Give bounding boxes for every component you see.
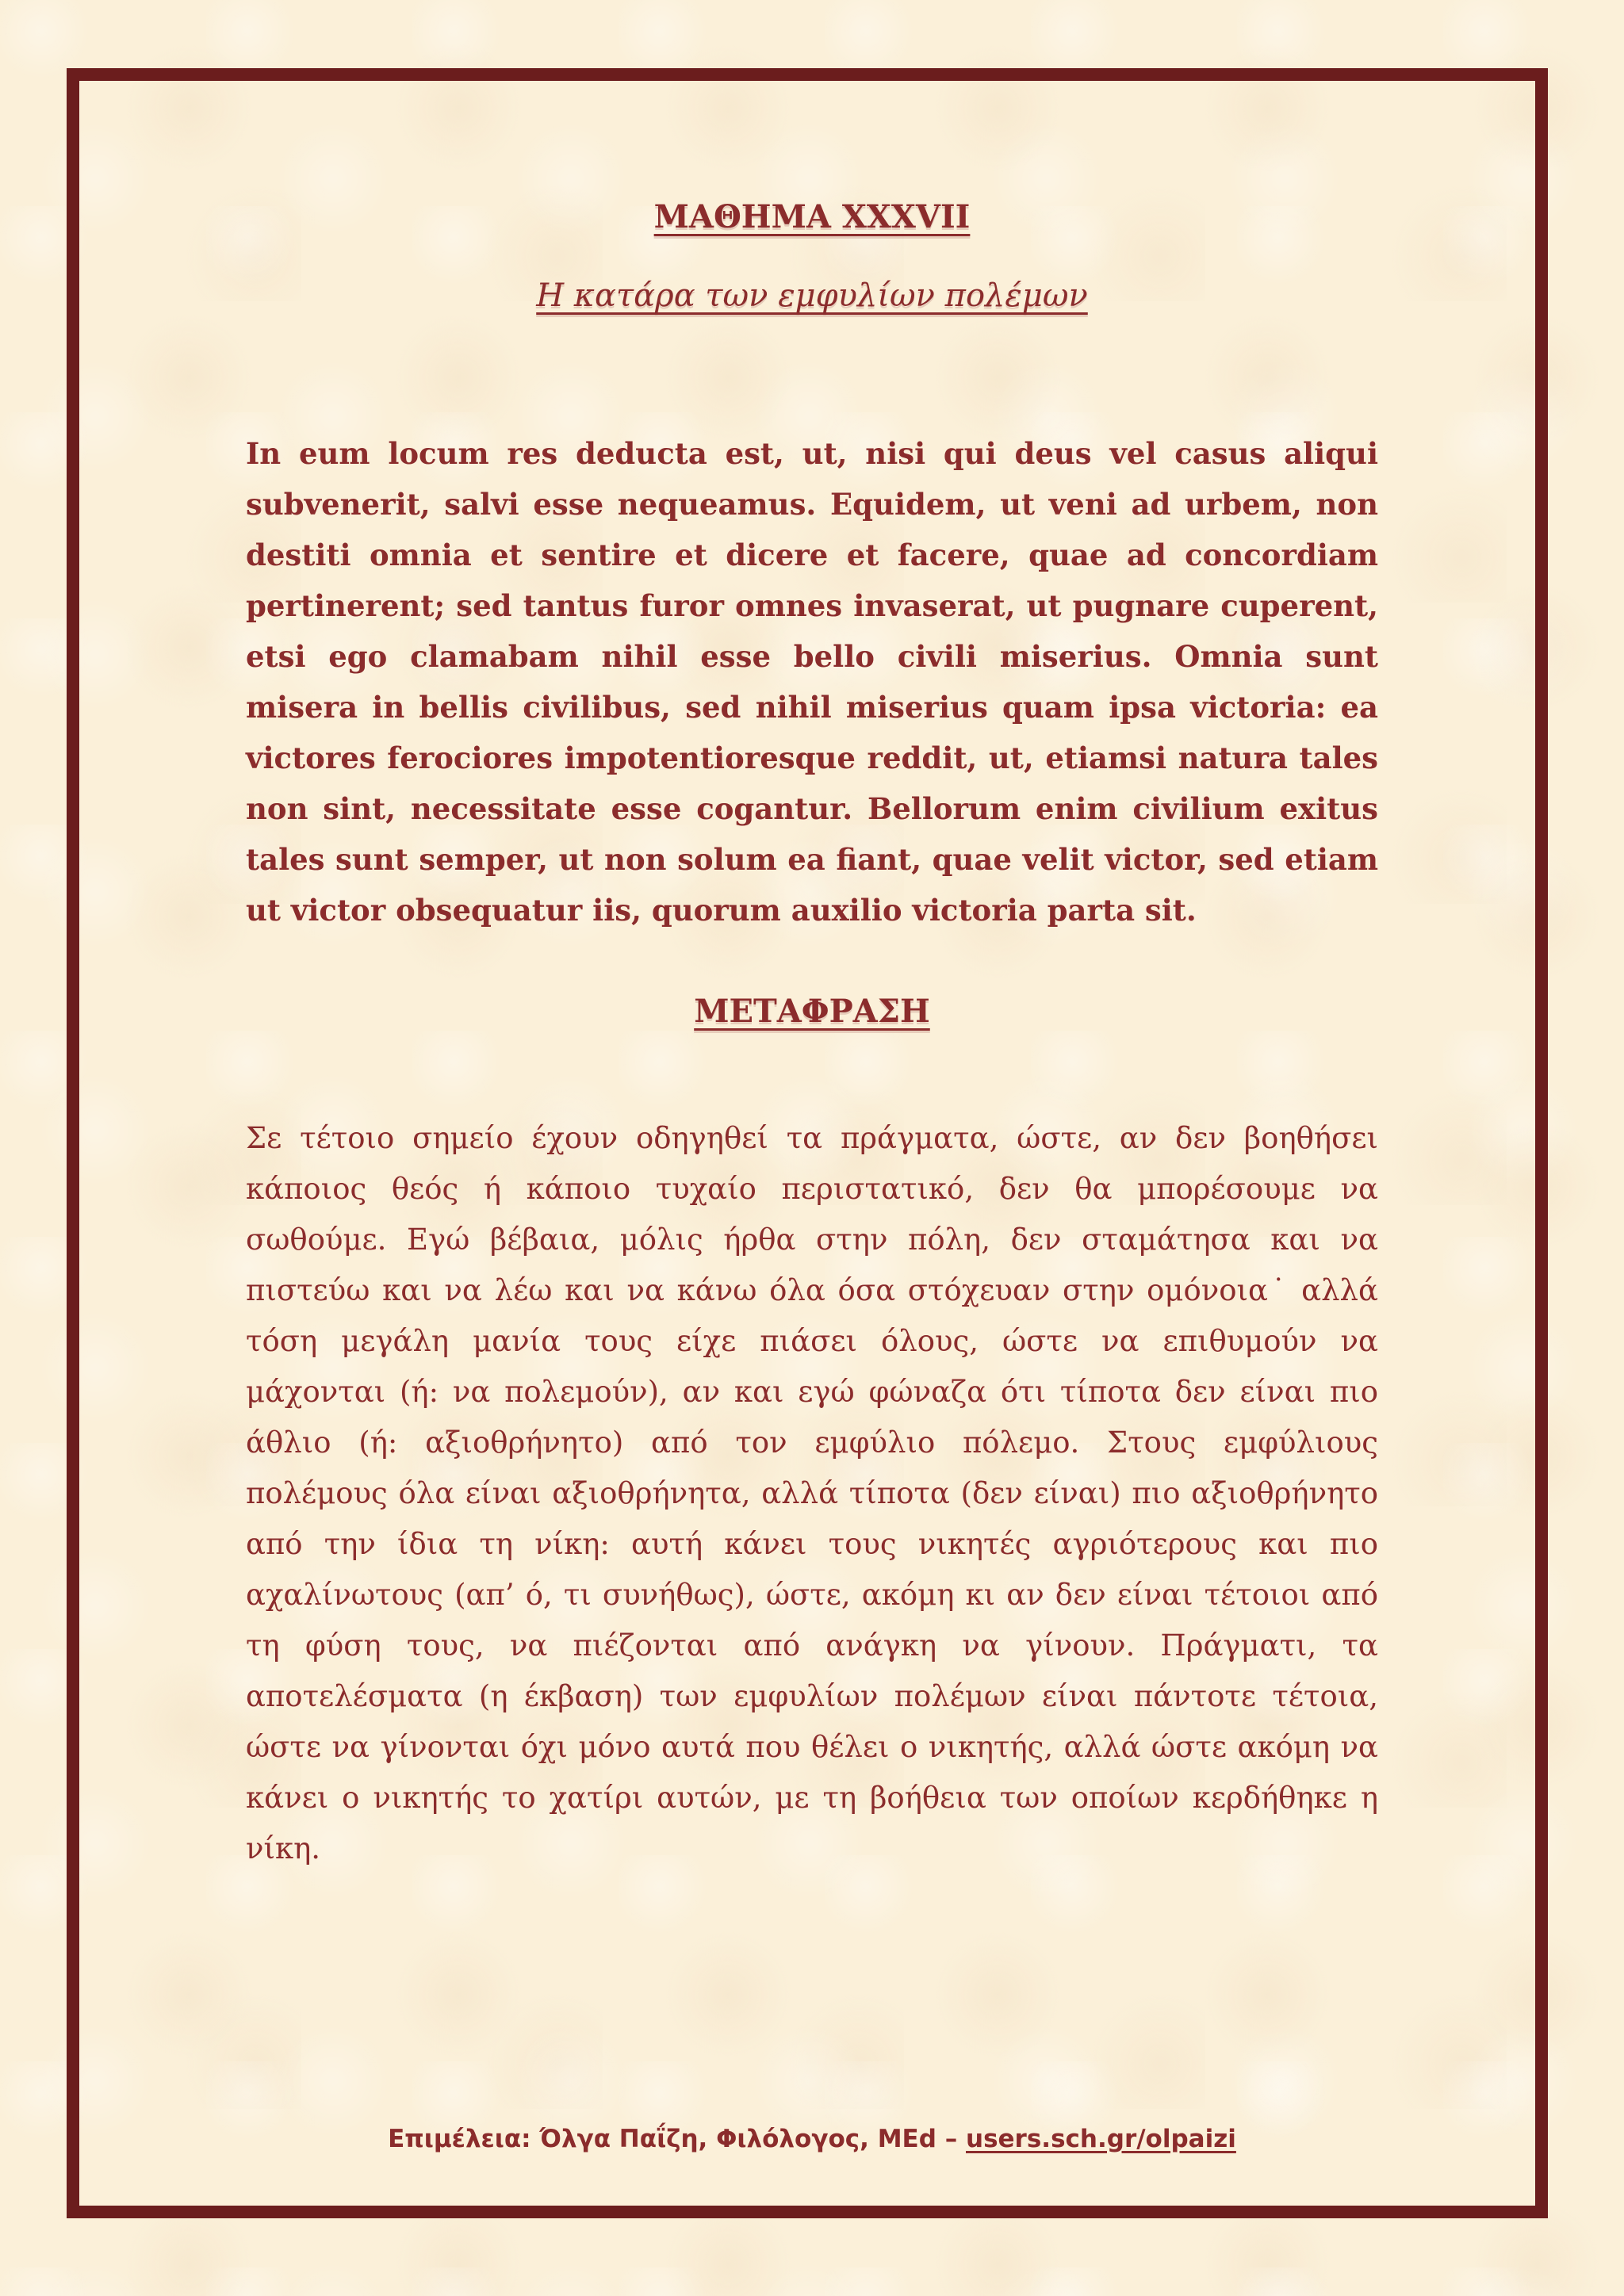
lesson-title: ΜΑΘΗΜΑ XXXVII (653, 198, 971, 235)
footer (0, 2125, 1624, 2153)
footer-link[interactable]: users.sch.gr/olpaizi (966, 2125, 1236, 2153)
translation-text: Σε τέτοιο σημείο έχουν οδηγηθεί τα πράγματα, ώστε, αν δεν βοηθήσει κάποιος θεός ή κάποιο τυχαίο περιστατικό, δεν θα μπορέσουμε να σωθούμε. Εγώ βέβαια, μόλις ήρθα στην πόλη, δεν σταμάτησα και να πιστεύω και να λέω και να κάνω όλα όσα στόχευαν στην ομόνοια˙ αλλά τόση μεγάλη μανία τους είχε πιάσει όλους, ώστε να επιθυμούν να μάχονται (ή: να πολεμούν), αν και εγώ φώναζα ότι τίποτα δεν είναι πιο άθλιο (ή: αξιοθρήνητο) από τον εμφύλιο πόλεμο. Στους εμφύλιους πολέμους όλα είναι αξιοθρήνητα, αλλά τίποτα (δεν είναι) πιο αξιοθρήνητο από την ίδια τη νίκη: αυτή κάνει τους νικητές αγριότερους και πιο αχαλίνωτους (απ’ ό, τι συνήθως), ώστε, ακόμη κι αν δεν είναι τέτοιοι από τη φύση τους, να πιέζονται από ανάγκη να γίνουν. Πράγματι, τα αποτελέσματα (η έκβαση) των εμφυλίων πολέμων είναι πάντοτε τέτοια, ώστε να γίνονται όχι μόνο αυτά που θέλει ο νικητής, αλλά ώστε ακόμη να κάνει ο νικητής το χατίρι αυτών, με τη βοήθεια των οποίων κερδήθηκε η νίκη. (246, 1121, 1378, 1866)
lesson-subtitle: Η κατάρα των εμφυλίων πολέμων (536, 277, 1088, 314)
latin-text: In eum locum res deducta est, ut, nisi qui deus vel casus aliqui subvenerit, salvi esse nequeamus. Equidem, ut veni ad urbem, non destiti omnia et sentire et dicere et facere, quae ad concordiam pertinerent; sed tantus furor omnes invaserat, ut pugnare cuperent, etsi ego clamabam nihil esse bello civili miserius. Omnia sunt misera in bellis civilibus, sed nihil miserius quam ipsa victoria: ea victores ferociores impotentioresque reddit, ut, etiamsi natura tales non sint, necessitate esse cogantur. Bellorum enim civilium exitus tales sunt semper, ut non solum ea fiant, quae velit victor, sed etiam ut victor obsequatur iis, quorum auxilio victoria parta sit. (246, 436, 1378, 928)
translation-heading: ΜΕΤΑΦΡΑΣΗ (694, 993, 930, 1030)
footer-credit: Επιμέλεια: Όλγα Παΐζη, Φιλόλογος, MEd – (388, 2125, 967, 2153)
